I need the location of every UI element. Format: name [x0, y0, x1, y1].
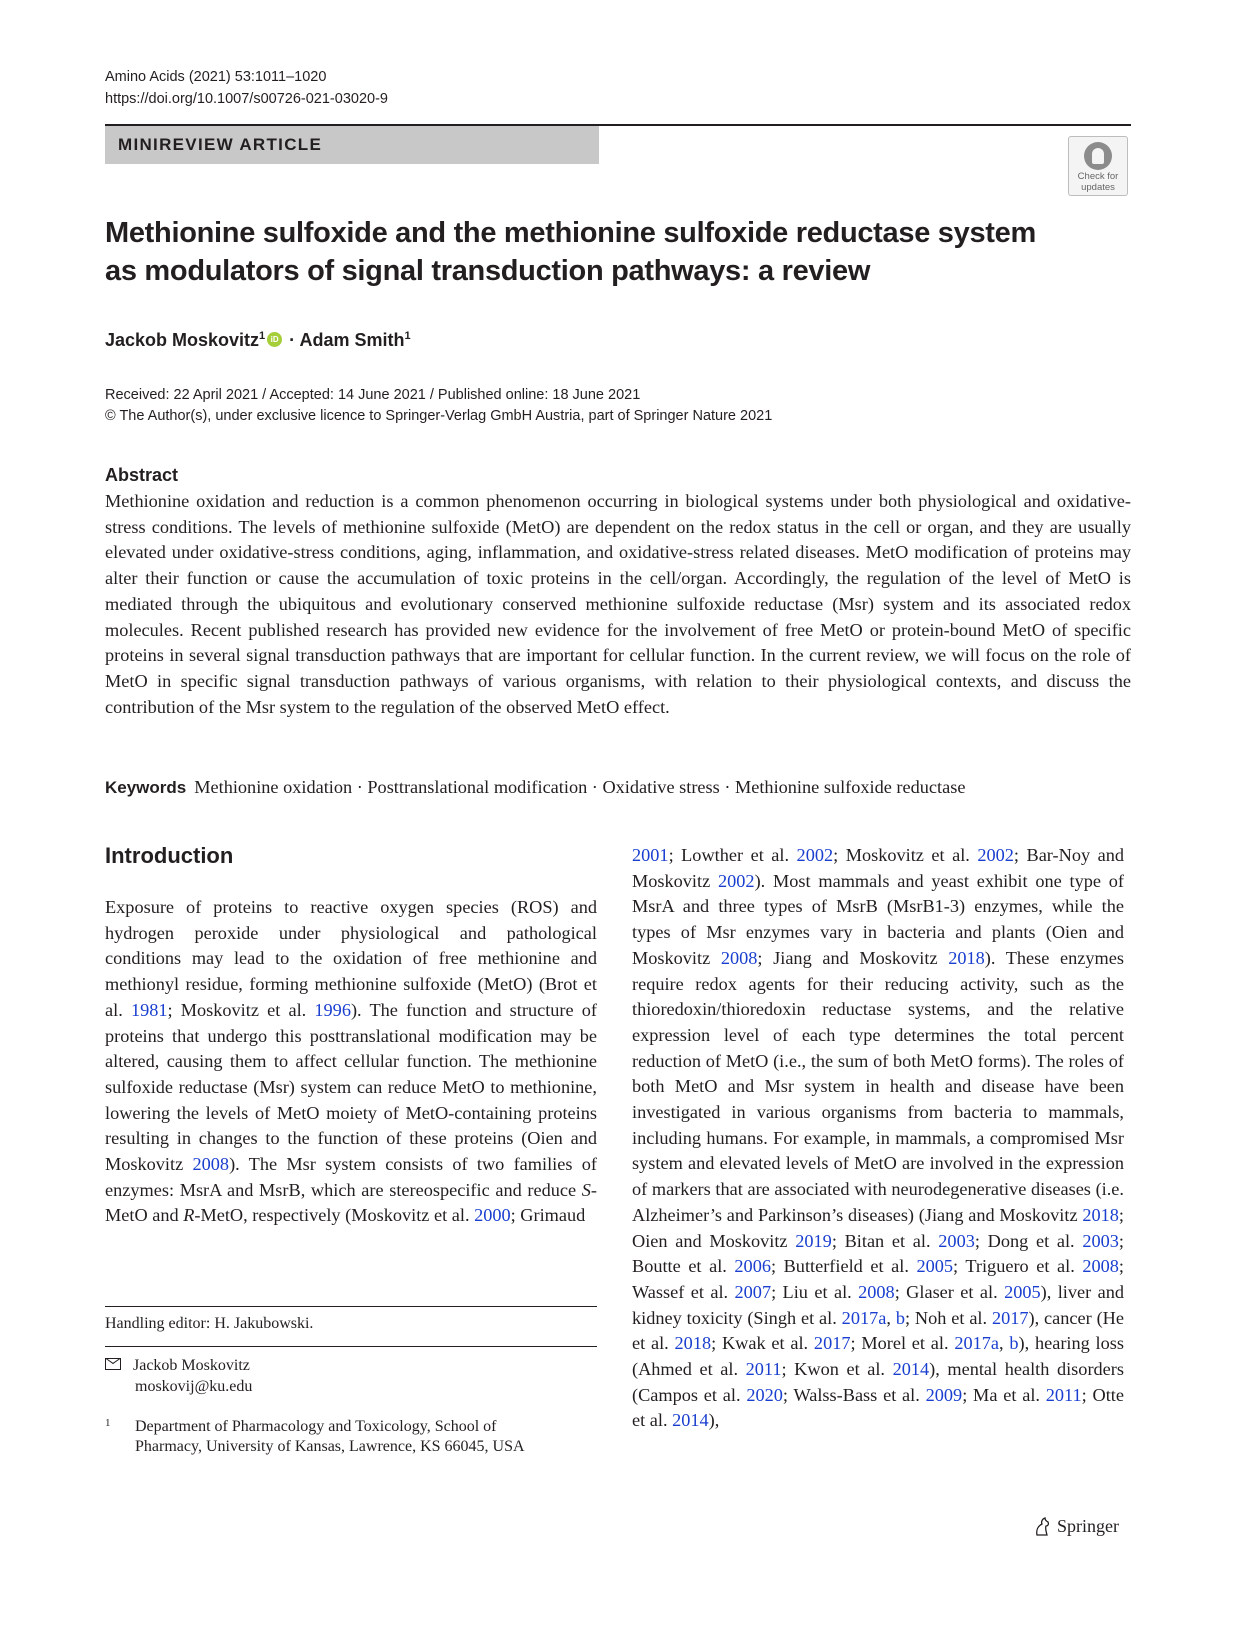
check-for-updates-badge[interactable]	[1068, 136, 1128, 196]
intro-column-left	[105, 895, 597, 1229]
citation-link[interactable]: 2017a	[954, 1333, 1000, 1354]
citation-link[interactable]: 2008	[720, 947, 758, 968]
citation-link[interactable]: 1981	[130, 999, 168, 1020]
citation-link[interactable]: 2018	[1082, 1204, 1119, 1225]
citation-link[interactable]: 2017a	[841, 1307, 887, 1328]
citation-link[interactable]: 2008	[858, 1281, 895, 1302]
citation-link[interactable]: 2020	[746, 1384, 783, 1405]
author-name[interactable]: Adam Smith	[299, 330, 405, 350]
abstract-heading: Abstract	[105, 465, 179, 485]
citation-link[interactable]: 2018	[674, 1333, 712, 1354]
citation-link[interactable]: 2019	[795, 1230, 832, 1251]
citation-link[interactable]: 2011	[1045, 1384, 1082, 1405]
affiliation-number: 1	[105, 1417, 111, 1429]
citation-link[interactable]: b	[1009, 1333, 1019, 1354]
citation-link[interactable]: 2017	[813, 1333, 851, 1354]
publisher-logo	[1033, 1516, 1119, 1537]
affiliation-text: Department of Pharmacology and Toxicology, School of Pharmacy, University of Kansas, Lawrence, KS 66045, USA	[135, 1418, 525, 1455]
citation-link[interactable]: 2017	[991, 1307, 1029, 1328]
citation-link[interactable]: 2014	[892, 1359, 930, 1380]
citation-link[interactable]: 2014	[672, 1410, 709, 1431]
author-name[interactable]: Jackob Moskovitz	[105, 330, 260, 350]
citation-link[interactable]: 2018	[948, 947, 985, 968]
author-affiliation-mark: 1	[259, 330, 266, 342]
corresponding-author	[105, 1355, 252, 1397]
envelope-icon	[105, 1358, 121, 1370]
publication-dates	[105, 385, 772, 427]
handling-editor-note: Handling editor: H. Jakubowski.	[105, 1315, 314, 1332]
introduction-heading: Introduction	[105, 843, 234, 868]
citation-link[interactable]: b	[895, 1307, 905, 1328]
citation-link[interactable]: 2005	[916, 1256, 954, 1277]
title-line-1: Methionine sulfoxide and the methionine sulfoxide reductase system	[105, 217, 1036, 249]
citation-link[interactable]: 2001	[632, 845, 669, 865]
citation-link[interactable]: 2003	[938, 1230, 975, 1251]
footnote-rule	[105, 1346, 597, 1347]
citation-link[interactable]: 2007	[734, 1281, 772, 1302]
author-separator: ·	[284, 330, 300, 350]
keywords-heading: Keywords	[105, 778, 187, 797]
copyright-line: © The Author(s), under exclusive licence to Springer-Verlag GmbH Austria, part of Springer Nature 2021	[105, 408, 773, 424]
publisher-name: Springer	[1057, 1516, 1119, 1536]
intro-paragraph-right: 2001; Lowther et al. 2002; Moskovitz et al. 2002; Bar-Noy and Moskovitz 2002). Most mammals and yeast exhibit one type of MsrA and three types of MsrB (MsrB1-3) enzymes, while the types of Msr enzymes vary in bacteria and plants (Oien and Moskovitz 2008; Jiang and Moskovitz 2018). These enzymes require redox agents for their reducing activity, such as the thioredoxin/thioredoxin reductase systems, and the relative expression level of each type determines the total percent reduction of MetO (i.e., the sum of both MetO forms). The roles of both MetO and Msr system in health and disease have been investigated in various organisms from bacteria to mammals, including humans. For example, in mammals, a compromised Msr system and elevated levels of MetO are involved in the expression of markers that are associated with neurodegenerative diseases (i.e. Alzheimer’s and Parkinson’s diseases) (Jiang and Moskovitz 2018; Oien and Moskovitz 2019; Bitan et al. 2003; Dong et al. 2003; Boutte et al. 2006; Butterfield et al. 2005; Triguero et al. 2008; Wassef et al. 2007; Liu et al. 2008; Glaser et al. 2005), liver and kidney toxicity (Singh et al. 2017a, b; Noh et al. 2017), cancer (He et al. 2018; Kwak et al. 2017; Morel et al. 2017a, b), hearing loss (Ahmed et al. 2011; Kwon et al. 2014), mental health disorders (Campos et al. 2020; Walss-Bass et al. 2009; Ma et al. 2011; Otte et al. 2014),	[632, 845, 1125, 1431]
title-line-2: as modulators of signal transduction pathways: a review	[105, 255, 871, 287]
author-affiliation-mark: 1	[404, 330, 411, 342]
citation-link[interactable]: 1996	[314, 999, 351, 1020]
citation-link[interactable]: 2002	[718, 870, 755, 891]
abstract-text: Methionine oxidation and reduction is a common phenomenon occurring in biological systems under both physiological and oxidative-stress conditions. The levels of methionine sulfoxide (MetO) are dependent on the redox status in the cell or organ, and they are usually elevated under oxidative-stress conditions, aging, inflammation, and oxidative-stress related diseases. MetO modification of proteins may alter their function or cause the accumulation of toxic proteins in the cell/organ. Accordingly, the regulation of the level of MetO is mediated through the ubiquitous and evolutionary conserved methionine sulfoxide reductase (Msr) system and its associated redox molecules. Recent published research has provided new evidence for the involvement of free MetO or protein-bound MetO of specific proteins in several signal transduction pathways that are important for cellular function. In the current review, we will focus on the role of MetO in specific signal transduction pathways of various organisms, with relation to their physiological contexts, and discuss the contribution of the Msr system to the regulation of the observed MetO effect.	[105, 491, 1131, 717]
article-type-banner: MINIREVIEW ARTICLE	[105, 126, 599, 164]
intro-column-right	[632, 843, 1124, 1434]
doi-link[interactable]: https://doi.org/10.1007/s00726-021-03020-9	[105, 91, 388, 107]
citation-link[interactable]: 2002	[977, 845, 1014, 865]
check-updates-label: Check for updates	[1077, 171, 1119, 193]
author-list	[105, 324, 411, 352]
corresponding-author-email[interactable]: moskovij@ku.edu	[135, 1378, 253, 1395]
article-title	[105, 214, 1105, 290]
citation-link[interactable]: 2005	[1004, 1281, 1041, 1302]
history-dates: Received: 22 April 2021 / Accepted: 14 June 2021 / Published online: 18 June 2021	[105, 387, 641, 403]
keywords-list: Methionine oxidation · Posttranslational modification · Oxidative stress · Methionine sulfoxide reductase	[194, 777, 966, 797]
springer-horse-icon	[1033, 1517, 1051, 1537]
citation-link[interactable]: 2008	[192, 1154, 230, 1175]
keywords-line	[105, 774, 1131, 801]
citation-link[interactable]: 2008	[1082, 1256, 1119, 1277]
affiliation-footnote	[105, 1417, 555, 1457]
journal-header	[105, 66, 388, 110]
citation-link[interactable]: 2000	[474, 1205, 511, 1226]
citation-link[interactable]: 2011	[745, 1359, 782, 1380]
citation-link[interactable]: 2009	[925, 1384, 963, 1405]
orcid-icon[interactable]	[267, 332, 282, 347]
journal-citation: Amino Acids (2021) 53:1011–1020	[105, 69, 327, 85]
italic-text: S	[581, 1179, 591, 1200]
citation-link[interactable]: 2003	[1082, 1230, 1119, 1251]
corresponding-author-name: Jackob Moskovitz	[133, 1357, 250, 1374]
citation-link[interactable]: 2006	[734, 1256, 771, 1277]
citation-link[interactable]: 2002	[796, 845, 834, 865]
footnote-rule	[105, 1306, 597, 1307]
italic-text: R	[183, 1205, 195, 1226]
intro-paragraph-left: Exposure of proteins to reactive oxygen species (ROS) and hydrogen peroxide under physiological and pathological conditions may lead to the oxidation of free methionine and methionyl residue, forming methionine sulfoxide (MetO) (Brot et al. 1981; Moskovitz et al. 1996). The function and structure of proteins that undergo this posttranslational modification may be altered, causing them to affect cellular function. The methionine sulfoxide reductase (Msr) system can reduce MetO to methionine, lowering the levels of MetO moiety of MetO-containing proteins resulting in changes to the function of these proteins (Oien and Moskovitz 2008). The Msr system consists of two families of enzymes: MsrA and MsrB, which are stereospecific and reduce S-MetO and R-MetO, respectively (Moskovitz et al. 2000; Grimaud	[105, 897, 598, 1226]
bookmark-icon	[1084, 142, 1112, 170]
